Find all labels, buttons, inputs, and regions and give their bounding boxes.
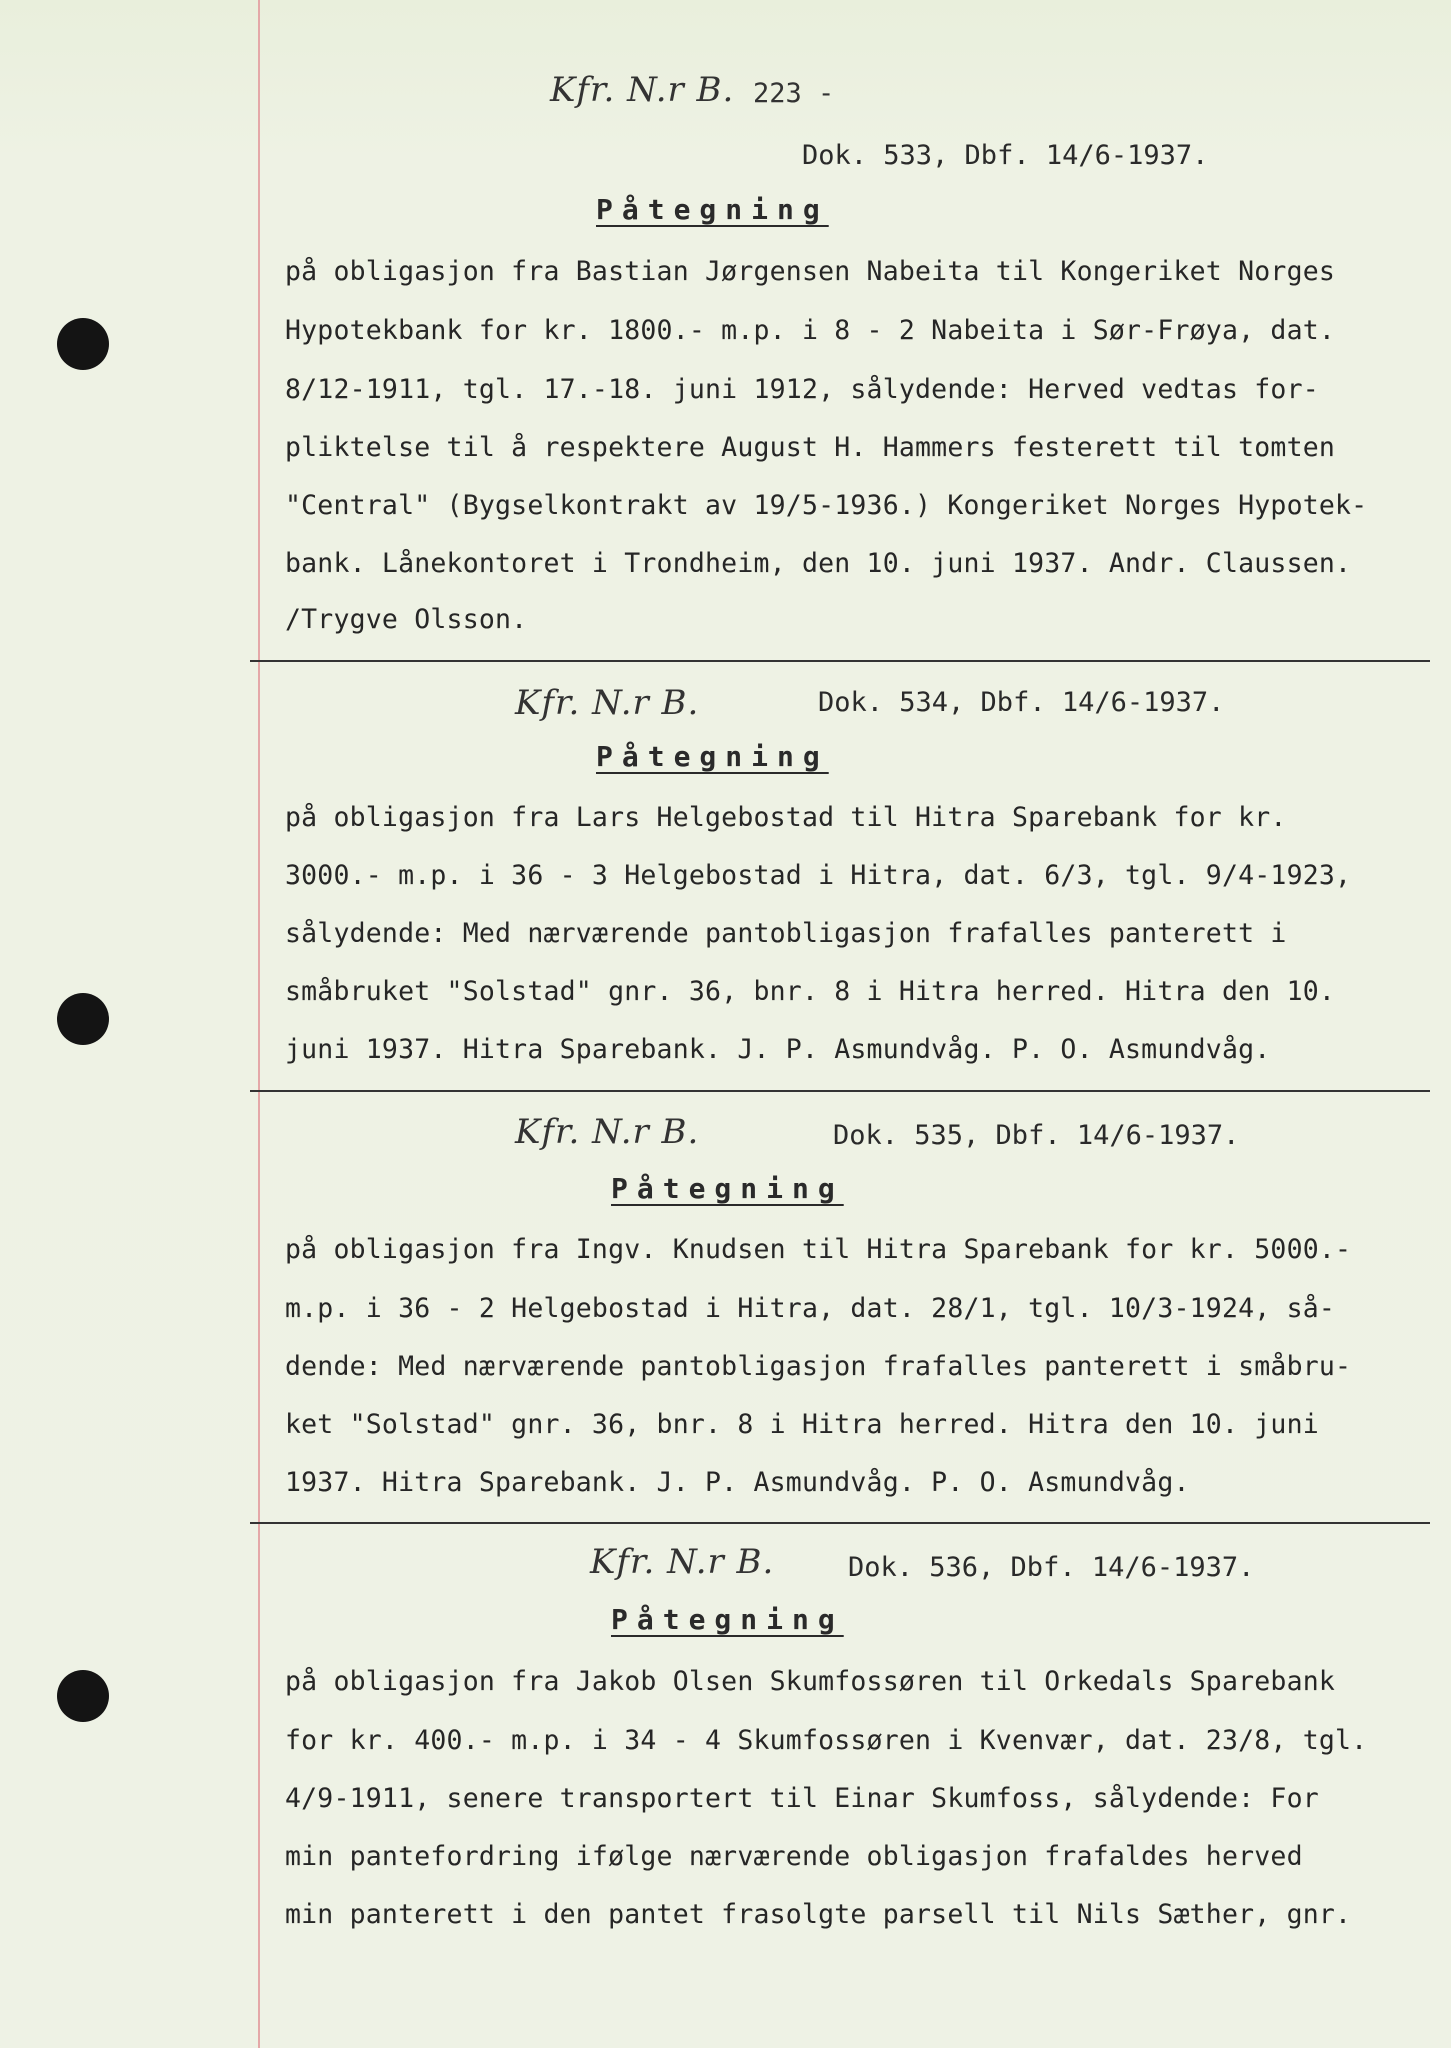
margin-rule (258, 0, 260, 2048)
entry-1-line-2: Hypotekbank for kr. 1800.- m.p. i 8 - 2 Nabeita i Sør-Frøya, dat. (285, 315, 1336, 346)
entry-3-line-3: dende: Med nærværende pantobligasjon frafalles panterett i småbru- (285, 1351, 1352, 1382)
heading-4: Påtegning (611, 1603, 844, 1636)
margin-note-2: Kfr. N.r B. (515, 683, 700, 723)
doc-ref-3: Dok. 535, Dbf. 14/6-1937. (833, 1120, 1240, 1151)
entry-2-line-4: småbruket "Solstad" gnr. 36, bnr. 8 i Hitra herred. Hitra den 10. (285, 976, 1336, 1007)
entry-3-line-4: ket "Solstad" gnr. 36, bnr. 8 i Hitra herred. Hitra den 10. juni (285, 1409, 1319, 1440)
entry-1-line-6: bank. Lånekontoret i Trondheim, den 10. juni 1937. Andr. Claussen. (285, 548, 1352, 579)
heading-1: Påtegning (596, 193, 829, 226)
separator-3 (250, 1522, 1430, 1524)
separator-1 (250, 660, 1430, 662)
margin-note-1: Kfr. N.r B. (550, 70, 735, 110)
entry-1-line-1: på obligasjon fra Bastian Jørgensen Nabeita til Kongeriket Norges (285, 256, 1336, 287)
punch-hole-top (57, 318, 109, 370)
entry-1-line-3: 8/12-1911, tgl. 17.-18. juni 1912, sålydende: Herved vedtas for- (285, 374, 1319, 405)
margin-note-4: Kfr. N.r B. (590, 1542, 775, 1582)
page-number: 223 - (753, 78, 835, 109)
doc-ref-2: Dok. 534, Dbf. 14/6-1937. (818, 687, 1225, 718)
entry-4-line-3: 4/9-1911, senere transportert til Einar Skumfoss, sålydende: For (285, 1783, 1319, 1814)
separator-2 (250, 1090, 1430, 1092)
entry-3-line-1: på obligasjon fra Ingv. Knudsen til Hitra Sparebank for kr. 5000.- (285, 1234, 1352, 1265)
entry-4-line-2: for kr. 400.- m.p. i 34 - 4 Skumfossøren i Kvenvær, dat. 23/8, tgl. (285, 1725, 1368, 1756)
entry-1-line-4: pliktelse til å respektere August H. Hammers festerett til tomten (285, 432, 1336, 463)
entry-2-line-2: 3000.- m.p. i 36 - 3 Helgebostad i Hitra, dat. 6/3, tgl. 9/4-1923, (285, 860, 1352, 891)
heading-2: Påtegning (596, 740, 829, 773)
punch-hole-middle (57, 993, 109, 1045)
doc-ref-4: Dok. 536, Dbf. 14/6-1937. (848, 1552, 1255, 1583)
entry-1-line-7: /Trygve Olsson. (285, 604, 528, 635)
entry-2-line-5: juni 1937. Hitra Sparebank. J. P. Asmundvåg. P. O. Asmundvåg. (285, 1034, 1271, 1065)
punch-hole-bottom (57, 1670, 109, 1722)
entry-2-line-3: sålydende: Med nærværende pantobligasjon frafalles panterett i (285, 918, 1287, 949)
doc-ref-1: Dok. 533, Dbf. 14/6-1937. (802, 140, 1209, 171)
entry-1-line-5: "Central" (Bygselkontrakt av 19/5-1936.) Kongeriket Norges Hypotek- (285, 490, 1368, 521)
entry-4-line-4: min pantefordring ifølge nærværende obligasjon frafaldes herved (285, 1841, 1303, 1872)
entry-4-line-1: på obligasjon fra Jakob Olsen Skumfossøren til Orkedals Sparebank (285, 1666, 1336, 1697)
entry-2-line-1: på obligasjon fra Lars Helgebostad til Hitra Sparebank for kr. (285, 802, 1287, 833)
entry-3-line-5: 1937. Hitra Sparebank. J. P. Asmundvåg. P. O. Asmundvåg. (285, 1467, 1190, 1498)
entry-4-line-5: min panterett i den pantet frasolgte parsell til Nils Sæther, gnr. (285, 1899, 1352, 1930)
margin-note-3: Kfr. N.r B. (515, 1112, 700, 1152)
entry-3-line-2: m.p. i 36 - 2 Helgebostad i Hitra, dat. 28/1, tgl. 10/3-1924, så- (285, 1293, 1336, 1324)
heading-3: Påtegning (611, 1172, 844, 1205)
